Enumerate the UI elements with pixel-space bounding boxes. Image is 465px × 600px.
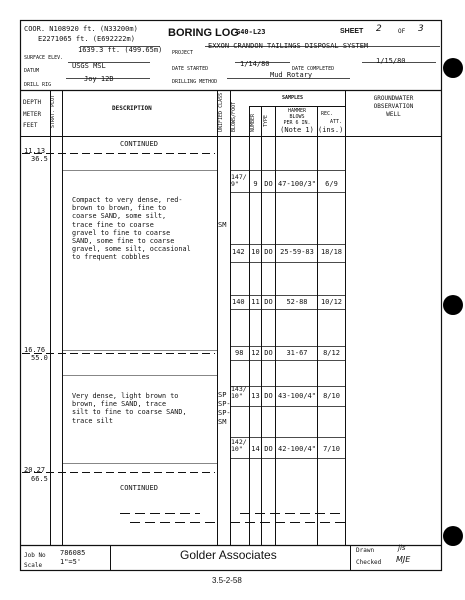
sample-blows: 143/10": [231, 385, 247, 400]
page-number: 3.5-2-58: [212, 576, 242, 585]
job-number-label: Job No: [24, 552, 46, 559]
date-started-value: 1/14/80: [240, 60, 270, 68]
drawn-label: Drawn: [356, 547, 375, 554]
col-depth-feet: FEET: [23, 122, 38, 129]
scale-value: 1"=5': [60, 558, 82, 566]
sample-number: 9: [253, 180, 258, 188]
coordinate-north: COOR. N108920 ft. (N33200m): [24, 25, 138, 33]
col-blows-foot: BLOWS/FOOT: [231, 101, 237, 132]
project-label: PROJECT: [172, 50, 194, 56]
binder-hole: [443, 58, 463, 78]
binder-hole: [443, 295, 463, 315]
col-samples: SAMPLES: [282, 95, 304, 101]
col-hammer-per: PER 6 IN.: [283, 120, 311, 126]
col-strat-plot: STRAT. PLOT: [50, 94, 56, 128]
sample-type: DO: [264, 298, 273, 306]
binder-hole: [443, 526, 463, 546]
sample-number: 11: [251, 298, 260, 306]
checked-initials: MJE: [396, 555, 411, 564]
stratum-description-2: Very dense, light brown to brown, fine SAND, trace silt to fine to coarse SAND, trace silt: [72, 392, 187, 425]
drawn-initials: jls: [398, 544, 406, 552]
sample-type: DO: [264, 445, 273, 453]
drilling-method-label: DRILLING METHOD: [172, 79, 218, 85]
col-note: (Note 1): [280, 126, 314, 134]
sample-type: DO: [264, 180, 273, 188]
col-unified-class: UNIFIED CLASS: [218, 92, 224, 132]
sample-hammer: 42-100/4": [278, 445, 316, 453]
sample-hammer: 31-67: [286, 349, 308, 357]
unified-class-2d: SM: [218, 418, 227, 426]
col-depth-meter: METER: [23, 111, 42, 118]
sample-hammer: 47-100/3": [278, 180, 316, 188]
surface-elev-value: 1639.3 ft. (499.65m): [78, 46, 163, 54]
depth-meter-1: 11.13: [24, 147, 46, 155]
col-type: TYPE: [263, 114, 269, 127]
sample-blows: 142: [232, 248, 245, 256]
unified-class-2a: SP: [218, 391, 227, 399]
drilling-method-value: Mud Rotary: [270, 71, 313, 79]
depth-feet-1: 36.5: [31, 155, 48, 163]
date-completed-label: DATE COMPLETED: [292, 66, 335, 72]
sheet-total: 3: [418, 24, 424, 34]
sample-blows: 142/10": [231, 438, 247, 453]
sample-blows: 98: [235, 349, 244, 357]
log-id: G40-L23: [236, 28, 266, 36]
drill-rig-value: Joy 12B: [84, 75, 114, 83]
sample-hammer: 52-88: [286, 298, 308, 306]
col-hammer: HAMMER: [287, 108, 307, 114]
col-description: DESCRIPTION: [112, 105, 152, 112]
sample-number: 13: [251, 392, 260, 400]
sample-blows: 147/9": [231, 173, 247, 188]
col-well: WELL: [386, 111, 401, 118]
sample-type: DO: [264, 248, 273, 256]
sample-hammer: 43-100/4": [278, 392, 316, 400]
datum-value: USGS MSL: [72, 62, 106, 70]
project-value: EXXON CRANDON TAILINGS DISPOSAL SYSTEM: [208, 42, 369, 50]
col-groundwater: GROUNDWATER: [373, 95, 414, 102]
unified-class-2b: SP-: [218, 400, 231, 408]
sample-hammer: 25-59-83: [280, 248, 314, 256]
checked-label: Checked: [356, 559, 382, 566]
job-number-value: 786085: [60, 549, 86, 557]
col-number: NUMBER: [250, 113, 256, 132]
date-started-label: DATE STARTED: [172, 66, 209, 72]
col-hammer-blows: BLOWS: [289, 114, 305, 120]
sheet-label: SHEET: [340, 28, 364, 35]
date-completed-value: 1/15/80: [376, 57, 406, 65]
coordinate-east: E2271065 ft. (E692222m): [38, 35, 135, 43]
continued-top: CONTINUED: [120, 140, 158, 148]
col-rec: REC.: [321, 111, 334, 117]
depth-meter-3: 20.27: [24, 466, 46, 474]
sample-type: DO: [264, 349, 273, 357]
unified-class-1: SM: [218, 221, 227, 229]
col-ins: (ins.): [318, 126, 344, 134]
sheet-number: 2: [376, 24, 382, 34]
stratum-description-1: Compact to very dense, red- brown to brown, fine to coarse SAND, some silt, trace fine to coarse gravel to fine to coarse SAND, some fine to coarse gravel, some silt, occasional to frequent cobbles: [72, 196, 191, 262]
depth-feet-2: 55.0: [31, 354, 48, 362]
sample-recovery: 18/18: [320, 248, 343, 256]
sample-number: 14: [251, 445, 260, 453]
document-title: BORING LOG: [168, 27, 239, 39]
sample-blows: 140: [232, 298, 245, 306]
continued-bottom: CONTINUED: [120, 484, 158, 492]
scale-label: Scale: [24, 562, 43, 569]
col-observation: OBSERVATION: [373, 103, 414, 110]
depth-meter-2: 16.76: [24, 346, 46, 354]
sample-recovery: 6/9: [325, 180, 338, 188]
sample-type: DO: [264, 392, 273, 400]
sample-recovery: 7/10: [323, 445, 340, 453]
sample-number: 10: [251, 248, 260, 256]
sample-recovery: 8/12: [323, 349, 340, 357]
sample-recovery: 8/10: [323, 392, 340, 400]
drill-rig-label: DRILL RIG: [24, 82, 52, 88]
of-label: OF: [398, 28, 406, 35]
sample-recovery: 10/12: [320, 298, 343, 306]
col-depth: DEPTH: [23, 99, 42, 106]
unified-class-2c: SP-: [218, 409, 231, 417]
datum-label: DATUM: [24, 68, 40, 74]
company-name: Golder Associates: [180, 548, 277, 562]
col-att: ATT.: [330, 119, 343, 125]
surface-elev-label: SURFACE ELEV.: [24, 55, 64, 61]
sample-number: 12: [251, 349, 260, 357]
depth-feet-3: 66.5: [31, 475, 48, 483]
